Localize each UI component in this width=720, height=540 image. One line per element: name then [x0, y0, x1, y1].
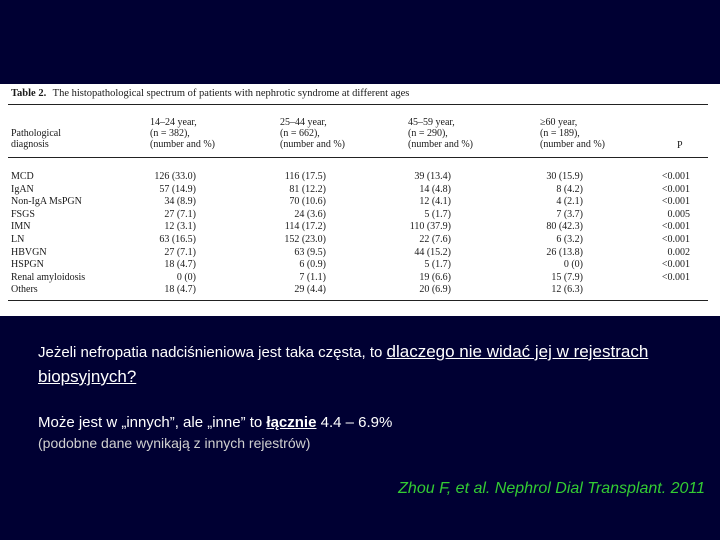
- table-cell-a4: 12 (6.3): [551, 284, 583, 296]
- table-cell-diagnosis: MCD: [11, 171, 34, 182]
- table-cell-a2: 116 (17.5): [284, 171, 326, 182]
- note-text: (podobne dane wynikają z innych rejestrów): [38, 435, 311, 451]
- table-cell-a4: 80 (42.3): [546, 221, 583, 233]
- table-cell-a1: 0 (0): [176, 271, 196, 283]
- table-top-rule: [8, 104, 708, 105]
- header-line: (number and %): [408, 139, 473, 150]
- header-age-60-plus: [540, 117, 605, 150]
- table-cell-a3: 12 (4.1): [419, 196, 451, 208]
- header-line: (n = 662),: [280, 128, 320, 139]
- table-cell-a1: 63 (16.5): [159, 234, 196, 245]
- table-row: [0, 259, 720, 270]
- table-cell-p: <0.001: [661, 183, 690, 195]
- table-cell-p: 0.005: [667, 208, 690, 220]
- table-cell-a4: 15 (7.9): [551, 271, 583, 283]
- table-cell-p: <0.001: [661, 271, 690, 283]
- table-cell-diagnosis: IgAN: [11, 183, 34, 195]
- table-cell-a3: 110 (37.9): [409, 221, 451, 233]
- table-cell-a2: 81 (12.2): [289, 183, 326, 195]
- table-label: Table 2.: [11, 88, 47, 99]
- table-cell-a2: 152 (23.0): [284, 234, 326, 245]
- table-cell-a4: 0 (0): [563, 259, 583, 271]
- table-cell-a4: 26 (13.8): [546, 246, 583, 258]
- header-line: 14–24 year,: [150, 117, 197, 128]
- table-cell-a1: 18 (4.7): [164, 259, 196, 271]
- table-cell-a4: 8 (4.2): [556, 183, 583, 195]
- table-row: [0, 184, 720, 195]
- table-cell-diagnosis: Others: [11, 284, 38, 296]
- table-cell-a2: 7 (1.1): [299, 271, 326, 283]
- table-cell-a2: 6 (0.9): [299, 259, 326, 271]
- table-cell-a1: 57 (14.9): [159, 183, 196, 195]
- table-cell-a3: 39 (13.4): [414, 171, 451, 182]
- table-cell-a4: 7 (3.7): [556, 208, 583, 220]
- table-cell-p: 0.002: [667, 246, 690, 258]
- table-cell-p: <0.001: [661, 234, 690, 245]
- table-cell-a3: 5 (1.7): [424, 259, 451, 271]
- table-row: [0, 171, 720, 182]
- header-line: (n = 382),: [150, 128, 190, 139]
- header-diagnosis-line: Pathological: [11, 128, 61, 139]
- table-cell-a2: 24 (3.6): [294, 208, 326, 220]
- table-cell-a3: 5 (1.7): [424, 208, 451, 220]
- table-cell-diagnosis: LN: [11, 234, 25, 245]
- table-cell-a2: 29 (4.4): [294, 284, 326, 296]
- table-row: [0, 221, 720, 232]
- table-cell-diagnosis: Renal amyloidosis: [11, 271, 86, 283]
- header-line: (n = 290),: [408, 128, 448, 139]
- table-cell-diagnosis: HBVGN: [11, 246, 47, 258]
- header-line: 25–44 year,: [280, 117, 327, 128]
- table-caption: [11, 88, 409, 99]
- table-header-rule: [8, 157, 708, 158]
- table-cell-a1: 18 (4.7): [164, 284, 196, 296]
- table-cell-a4: 6 (3.2): [556, 234, 583, 245]
- table-row: [0, 209, 720, 220]
- table-row: [0, 234, 720, 245]
- table-row: [0, 284, 720, 295]
- answer-part1: Może jest w „innych”, ale „inne” to: [38, 414, 267, 431]
- citation: Zhou F, et al. Nephrol Dial Transplant. 2011: [398, 480, 705, 497]
- answer-text: [38, 414, 392, 431]
- table-cell-a1: 34 (8.9): [164, 196, 196, 208]
- header-line: 45–59 year,: [408, 117, 455, 128]
- header-line: (number and %): [150, 139, 215, 150]
- table-cell-a2: 114 (17.2): [284, 221, 326, 233]
- header-age-45-59: [408, 117, 473, 150]
- table-cell-a3: 44 (15.2): [414, 246, 451, 258]
- table-cell-p: <0.001: [661, 171, 690, 182]
- table-cell-diagnosis: IMN: [11, 221, 31, 233]
- table-row: [0, 247, 720, 258]
- header-p: P: [677, 140, 683, 151]
- header-diagnosis-line: diagnosis: [11, 139, 49, 150]
- table-cell-a1: 27 (7.1): [164, 246, 196, 258]
- table-bottom-rule: [8, 300, 708, 301]
- header-line: (number and %): [540, 139, 605, 150]
- table-cell-diagnosis: HSPGN: [11, 259, 44, 271]
- table-cell-a3: 20 (6.9): [419, 284, 451, 296]
- header-line: (n = 189),: [540, 128, 580, 139]
- table-cell-a3: 14 (4.8): [419, 183, 451, 195]
- table-cell-p: <0.001: [661, 259, 690, 271]
- table-cell-a1: 126 (33.0): [154, 171, 196, 182]
- answer-part2: 4.4 – 6.9%: [316, 414, 393, 431]
- table-cell-a4: 4 (2.1): [556, 196, 583, 208]
- table-cell-a1: 12 (3.1): [164, 221, 196, 233]
- table-title: The histopathological spectrum of patients with nephrotic syndrome at different ages: [52, 88, 410, 99]
- header-line: ≥60 year,: [540, 117, 578, 128]
- answer-bold: łącznie: [266, 414, 317, 431]
- table-row: [0, 196, 720, 207]
- table-cell-diagnosis: FSGS: [11, 208, 35, 220]
- table-cell-a3: 22 (7.6): [419, 234, 451, 245]
- table-cell-a2: 70 (10.6): [289, 196, 326, 208]
- table-image: [0, 84, 720, 316]
- header-age-14-24: [150, 117, 215, 150]
- table-cell-p: <0.001: [661, 221, 690, 233]
- question-text: [38, 340, 698, 390]
- header-diagnosis: [11, 128, 61, 150]
- table-cell-a3: 19 (6.6): [419, 271, 451, 283]
- table-cell-p: <0.001: [661, 196, 690, 208]
- question-part1: Jeżeli nefropatia nadciśnieniowa jest taka częsta, to: [38, 344, 387, 361]
- table-cell-diagnosis: Non-IgA MsPGN: [11, 196, 82, 208]
- table-row: [0, 272, 720, 283]
- table-cell-a4: 30 (15.9): [546, 171, 583, 182]
- header-age-25-44: [280, 117, 345, 150]
- header-line: (number and %): [280, 139, 345, 150]
- table-cell-a2: 63 (9.5): [294, 246, 326, 258]
- table-cell-a1: 27 (7.1): [164, 208, 196, 220]
- question-part2: dlaczego nie widać jej w rejestrach biopsyjnych?: [38, 342, 649, 386]
